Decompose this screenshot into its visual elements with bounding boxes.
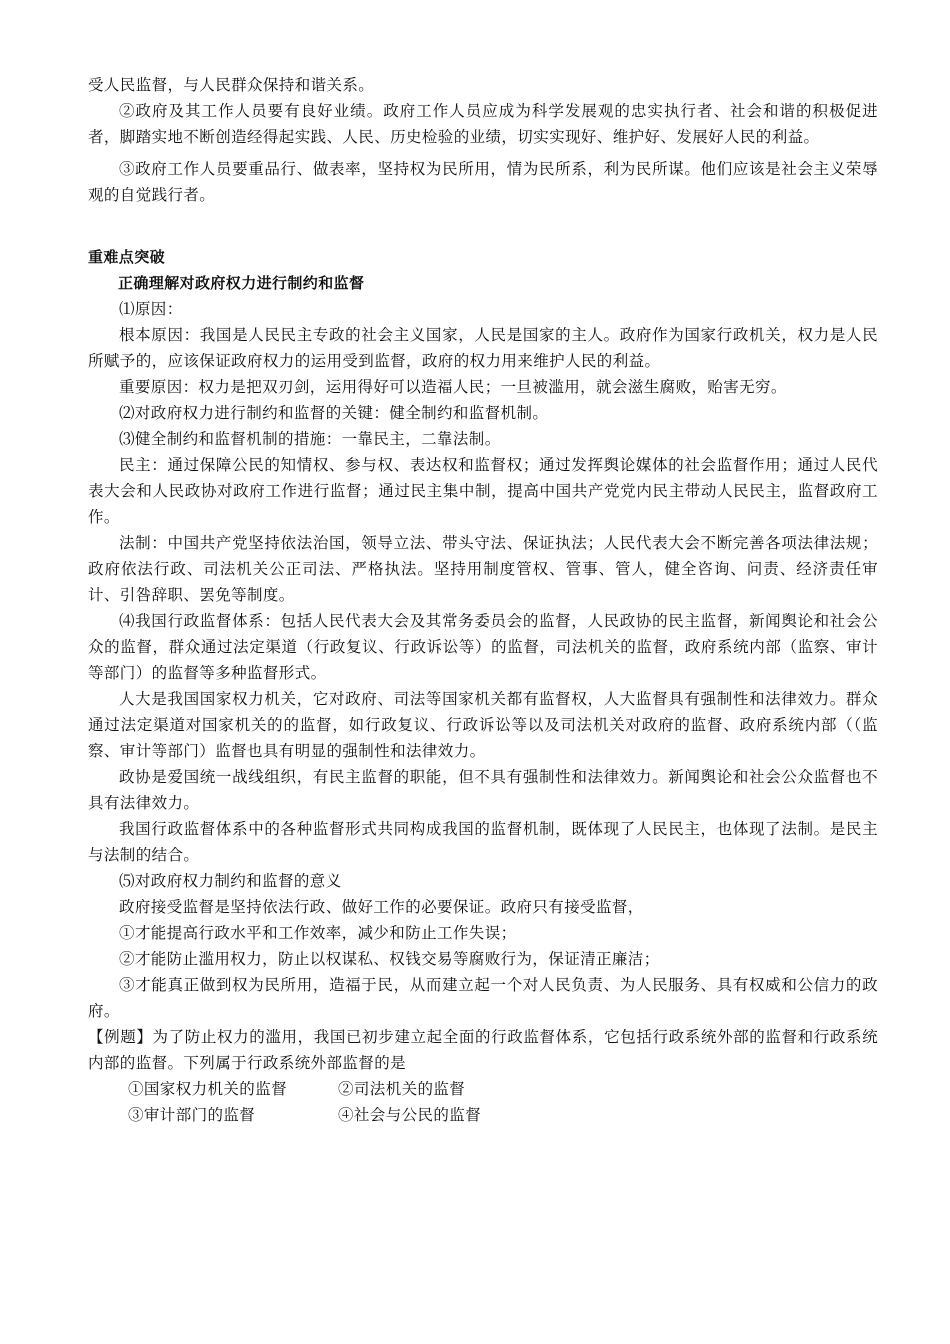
body-paragraph: 法制：中国共产党坚持依法治国，领导立法、带头守法、保证执法；人民代表大会不断完善各项法律法规；政府依法行政、司法机关公正司法、严格执法。坚持用制度管权、管事、管人，健全咨询、问责、经济责任审计、引咎辞职、罢免等制度。: [88, 534, 878, 604]
example-option-2: ②司法机关的监督: [338, 1080, 466, 1098]
body-paragraph: ⑴原因：: [119, 300, 183, 318]
example-option-4: ④社会与公民的监督: [338, 1106, 482, 1124]
intro-paragraph-3: ③政府工作人员要重品行、做表率，坚持权为民所用，情为民所系，利为民所谋。他们应该是社会主义荣辱观的自觉践行者。: [88, 160, 878, 204]
section-title: 重难点突破: [88, 248, 166, 266]
body-paragraph: 我国行政监督体系中的各种监督形式共同构成我国的监督机制，既体现了人民民主，也体现了法制。是民主与法制的结合。: [88, 820, 878, 864]
intro-paragraph-2: ②政府及其工作人员要有良好业绩。政府工作人员应成为科学发展观的忠实执行者、社会和谐的积极促进者，脚踏实地不断创造经得起实践、人民、历史检验的业绩，切实实现好、维护好、发展好人民的利益。: [88, 102, 878, 146]
body-paragraph: ①才能提高行政水平和工作效率，减少和防止工作失误；: [119, 924, 517, 942]
body-paragraph: 重要原因：权力是把双刃剑，运用得好可以造福人民；一旦被滥用，就会滋生腐败，贻害无穷。: [119, 378, 787, 396]
body-paragraph: ⑷我国行政监督体系：包括人民代表大会及其常务委员会的监督，人民政协的民主监督，新闻舆论和社会公众的监督，群众通过法定渠道（行政复议、行政诉讼等）的监督，司法机关的监督，政府系统内部（监察、审计等部门）的监督等多种监督形式。: [88, 612, 878, 682]
example-options-row-2: [88, 1102, 878, 1128]
example-options-row-1: [88, 1076, 878, 1102]
body-paragraph: ⑵对政府权力进行制约和监督的关键：健全制约和监督机制。: [119, 404, 549, 422]
body-paragraph: ②才能防止滥用权力，防止以权谋私、权钱交易等腐败行为，保证清正廉洁；: [119, 950, 660, 968]
body-paragraph: 根本原因：我国是人民民主专政的社会主义国家，人民是国家的主人。政府作为国家行政机关，权力是人民所赋予的，应该保证政府权力的运用受到监督，政府的权力用来维护人民的利益。: [88, 326, 878, 370]
example-option-1: ①国家权力机关的监督: [128, 1080, 288, 1098]
body-paragraph: ⑶健全制约和监督机制的措施：一靠民主，二靠法制。: [119, 430, 501, 448]
example-option-3: ③审计部门的监督: [128, 1106, 256, 1124]
example-question: 【例题】为了防止权力的滥用，我国已初步建立起全面的行政监督体系，它包括行政系统外部的监督和行政系统内部的监督。下列属于行政系统外部监督的是: [88, 1028, 878, 1072]
body-paragraph: ⑸对政府权力制约和监督的意义: [119, 872, 342, 890]
body-paragraph: 政府接受监督是坚持依法行政、做好工作的必要保证。政府只有接受监督，: [119, 898, 644, 916]
body-paragraph: 政协是爱国统一战线组织，有民主监督的职能，但不具有强制性和法律效力。新闻舆论和社会公众监督也不具有法律效力。: [88, 768, 878, 812]
intro-paragraph-1: 受人民监督，与人民群众保持和谐关系。: [88, 76, 375, 94]
body-paragraph: ③才能真正做到权为民所用，造福于民，从而建立起一个对人民负责、为人民服务、具有权威和公信力的政府。: [88, 976, 878, 1020]
body-paragraph: 民主：通过保障公民的知情权、参与权、表达权和监督权；通过发挥舆论媒体的社会监督作用；通过人民代表大会和人民政协对政府工作进行监督；通过民主集中制，提高中国共产党党内民主带动人民民主，监督政府工作。: [88, 456, 878, 526]
subsection-title: 正确理解对政府权力进行制约和监督: [118, 274, 365, 292]
document-page: [88, 72, 878, 1128]
body-paragraph: 人大是我国国家权力机关，它对政府、司法等国家机关都有监督权，人大监督具有强制性和法律效力。群众通过法定渠道对国家机关的的监督，如行政复议、行政诉讼等以及司法机关对政府的监督、政府系统内部（（监察、审计等部门）监督也具有明显的强制性和法律效力。: [88, 690, 878, 760]
